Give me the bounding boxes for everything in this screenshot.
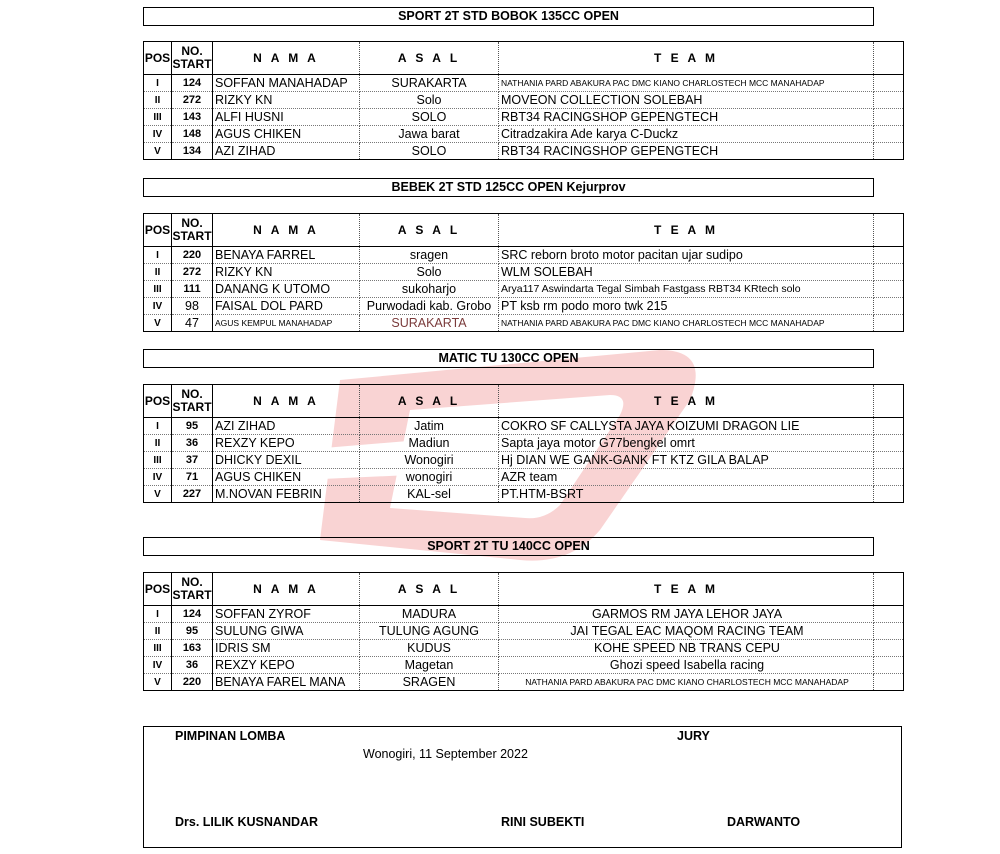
cell-start: 95: [172, 623, 213, 640]
cell-nama: SULUNG GIWA: [213, 623, 360, 640]
table-row: [144, 126, 904, 143]
cell-start: 98: [172, 298, 213, 315]
cell-nama: BENAYA FARREL: [213, 247, 360, 264]
cell-pos: IV: [144, 469, 172, 486]
table-row: [144, 640, 904, 657]
cell-team: NATHANIA PARD ABAKURA PAC DMC KIANO CHARLOSTECH MCC MANAHADAP: [499, 674, 874, 691]
cell-team: PT.HTM-BSRT: [499, 486, 874, 503]
cell-team: PT ksb rm podo moro twk 215: [499, 298, 874, 315]
signatory-jury-1: RINI SUBEKTI: [501, 815, 585, 829]
cell-pos: II: [144, 623, 172, 640]
cell-team: COKRO SF CALLYSTA JAYA KOIZUMI DRAGON LIE: [499, 418, 874, 435]
cell-nama: DANANG K UTOMO: [213, 281, 360, 298]
header-blank: [874, 573, 904, 606]
cell-start: 71: [172, 469, 213, 486]
cell-start: 36: [172, 435, 213, 452]
cell-blank: [874, 469, 904, 486]
cell-start: 134: [172, 143, 213, 160]
table-row: [144, 452, 904, 469]
cell-blank: [874, 126, 904, 143]
cell-pos: II: [144, 92, 172, 109]
cell-pos: I: [144, 418, 172, 435]
cell-pos: II: [144, 435, 172, 452]
jury-heading: JURY: [677, 729, 710, 743]
cell-team: Citradzakira Ade karya C-Duckz: [499, 126, 874, 143]
table-row: [144, 247, 904, 264]
cell-asal: Wonogiri: [360, 452, 499, 469]
table-row: [144, 469, 904, 486]
cell-team: AZR team: [499, 469, 874, 486]
cell-asal: SOLO: [360, 143, 499, 160]
cell-asal: Magetan: [360, 657, 499, 674]
cell-nama: AGUS CHIKEN: [213, 469, 360, 486]
cell-start: 163: [172, 640, 213, 657]
cell-nama: FAISAL DOL PARD: [213, 298, 360, 315]
cell-blank: [874, 418, 904, 435]
table-row: [144, 606, 904, 623]
cell-pos: V: [144, 143, 172, 160]
cell-blank: [874, 75, 904, 92]
cell-asal: SRAGEN: [360, 674, 499, 691]
header-start: NO. START: [172, 42, 213, 75]
cell-team: Arya117 Aswindarta Tegal Simbah Fastgass RBT34 KRtech solo: [499, 281, 874, 298]
cell-blank: [874, 452, 904, 469]
cell-team: RBT34 RACINGSHOP GEPENGTECH: [499, 109, 874, 126]
section-title: SPORT 2T TU 140CC OPEN: [143, 537, 874, 556]
table-row: [144, 418, 904, 435]
table-row: [144, 674, 904, 691]
cell-nama: AZI ZIHAD: [213, 418, 360, 435]
header-start: NO. START: [172, 385, 213, 418]
cell-start: 37: [172, 452, 213, 469]
cell-team: NATHANIA PARD ABAKURA PAC DMC KIANO CHARLOSTECH MCC MANAHADAP: [499, 75, 874, 92]
cell-team: Sapta jaya motor G77bengkel omrt: [499, 435, 874, 452]
table-row: [144, 315, 904, 332]
header-asal: A S A L: [360, 42, 499, 75]
header-asal: A S A L: [360, 573, 499, 606]
cell-start: 36: [172, 657, 213, 674]
cell-pos: IV: [144, 657, 172, 674]
cell-blank: [874, 143, 904, 160]
cell-asal: KUDUS: [360, 640, 499, 657]
results-table: [143, 572, 904, 691]
cell-pos: II: [144, 264, 172, 281]
table-row: [144, 435, 904, 452]
cell-pos: III: [144, 281, 172, 298]
cell-asal: Solo: [360, 92, 499, 109]
table-row: [144, 486, 904, 503]
table-row: [144, 281, 904, 298]
cell-nama: M.NOVAN FEBRIN: [213, 486, 360, 503]
table-row: [144, 657, 904, 674]
table-row: [144, 75, 904, 92]
header-pos: POS: [144, 573, 172, 606]
cell-asal: SURAKARTA: [360, 75, 499, 92]
cell-asal: SURAKARTA: [360, 315, 499, 332]
header-start: NO. START: [172, 214, 213, 247]
cell-blank: [874, 109, 904, 126]
cell-blank: [874, 486, 904, 503]
cell-nama: AGUS KEMPUL MANAHADAP: [213, 315, 360, 332]
cell-start: 272: [172, 264, 213, 281]
cell-blank: [874, 264, 904, 281]
cell-asal: Solo: [360, 264, 499, 281]
cell-start: 220: [172, 247, 213, 264]
cell-blank: [874, 606, 904, 623]
cell-asal: MADURA: [360, 606, 499, 623]
header-pos: POS: [144, 42, 172, 75]
cell-start: 124: [172, 75, 213, 92]
cell-nama: SOFFAN ZYROF: [213, 606, 360, 623]
cell-asal: SOLO: [360, 109, 499, 126]
cell-start: 220: [172, 674, 213, 691]
cell-blank: [874, 435, 904, 452]
table-row: [144, 109, 904, 126]
table-row: [144, 298, 904, 315]
cell-asal: sukoharjo: [360, 281, 499, 298]
cell-start: 143: [172, 109, 213, 126]
cell-pos: IV: [144, 126, 172, 143]
cell-pos: V: [144, 315, 172, 332]
signatory-race-director: Drs. LILIK KUSNANDAR: [175, 815, 319, 829]
cell-blank: [874, 281, 904, 298]
cell-asal: Jawa barat: [360, 126, 499, 143]
signature-box: [143, 726, 902, 848]
cell-start: 227: [172, 486, 213, 503]
cell-nama: DHICKY DEXIL: [213, 452, 360, 469]
header-team: T E A M: [499, 573, 874, 606]
table-row: [144, 264, 904, 281]
cell-blank: [874, 92, 904, 109]
cell-team: MOVEON COLLECTION SOLEBAH: [499, 92, 874, 109]
cell-team: Hj DIAN WE GANK-GANK FT KTZ GILA BALAP: [499, 452, 874, 469]
place-date: Wonogiri, 11 September 2022: [363, 747, 528, 761]
cell-team: NATHANIA PARD ABAKURA PAC DMC KIANO CHARLOSTECH MCC MANAHADAP: [499, 315, 874, 332]
header-nama: N A M A: [213, 385, 360, 418]
header-pos: POS: [144, 214, 172, 247]
results-table: [143, 213, 904, 332]
cell-asal: wonogiri: [360, 469, 499, 486]
cell-asal: sragen: [360, 247, 499, 264]
cell-blank: [874, 657, 904, 674]
header-nama: N A M A: [213, 573, 360, 606]
cell-team: SRC reborn broto motor pacitan ujar sudipo: [499, 247, 874, 264]
cell-nama: AZI ZIHAD: [213, 143, 360, 160]
header-team: T E A M: [499, 385, 874, 418]
section-title: MATIC TU 130CC OPEN: [143, 349, 874, 368]
header-pos: POS: [144, 385, 172, 418]
cell-nama: IDRIS SM: [213, 640, 360, 657]
cell-pos: V: [144, 674, 172, 691]
cell-nama: SOFFAN MANAHADAP: [213, 75, 360, 92]
cell-start: 47: [172, 315, 213, 332]
cell-nama: REXZY KEPO: [213, 657, 360, 674]
cell-blank: [874, 298, 904, 315]
cell-asal: KAL-sel: [360, 486, 499, 503]
cell-pos: V: [144, 486, 172, 503]
cell-nama: BENAYA FAREL MANA: [213, 674, 360, 691]
cell-blank: [874, 623, 904, 640]
header-blank: [874, 385, 904, 418]
cell-asal: Jatim: [360, 418, 499, 435]
cell-asal: TULUNG AGUNG: [360, 623, 499, 640]
cell-team: GARMOS RM JAYA LEHOR JAYA: [499, 606, 874, 623]
header-team: T E A M: [499, 214, 874, 247]
cell-pos: III: [144, 109, 172, 126]
race-director-heading: PIMPINAN LOMBA: [175, 729, 286, 743]
header-nama: N A M A: [213, 42, 360, 75]
header-nama: N A M A: [213, 214, 360, 247]
cell-team: RBT34 RACINGSHOP GEPENGTECH: [499, 143, 874, 160]
section-title: SPORT 2T STD BOBOK 135CC OPEN: [143, 7, 874, 26]
cell-pos: IV: [144, 298, 172, 315]
cell-pos: I: [144, 247, 172, 264]
cell-nama: RIZKY KN: [213, 92, 360, 109]
cell-team: KOHE SPEED NB TRANS CEPU: [499, 640, 874, 657]
table-row: [144, 143, 904, 160]
table-row: [144, 623, 904, 640]
cell-pos: I: [144, 606, 172, 623]
header-asal: A S A L: [360, 214, 499, 247]
results-table: [143, 384, 904, 503]
table-row: [144, 92, 904, 109]
cell-pos: III: [144, 452, 172, 469]
cell-pos: III: [144, 640, 172, 657]
cell-blank: [874, 640, 904, 657]
header-start: NO. START: [172, 573, 213, 606]
header-blank: [874, 42, 904, 75]
cell-start: 124: [172, 606, 213, 623]
header-team: T E A M: [499, 42, 874, 75]
cell-blank: [874, 315, 904, 332]
results-table: [143, 41, 904, 160]
cell-start: 95: [172, 418, 213, 435]
cell-asal: Purwodadi kab. Grobo: [360, 298, 499, 315]
cell-nama: AGUS CHIKEN: [213, 126, 360, 143]
signatory-jury-2: DARWANTO: [727, 815, 801, 829]
cell-blank: [874, 247, 904, 264]
cell-team: Ghozi speed Isabella racing: [499, 657, 874, 674]
cell-nama: REXZY KEPO: [213, 435, 360, 452]
cell-pos: I: [144, 75, 172, 92]
cell-nama: RIZKY KN: [213, 264, 360, 281]
cell-team: JAI TEGAL EAC MAQOM RACING TEAM: [499, 623, 874, 640]
cell-start: 148: [172, 126, 213, 143]
cell-team: WLM SOLEBAH: [499, 264, 874, 281]
cell-start: 111: [172, 281, 213, 298]
section-title: BEBEK 2T STD 125CC OPEN Kejurprov: [143, 178, 874, 197]
header-asal: A S A L: [360, 385, 499, 418]
cell-blank: [874, 674, 904, 691]
cell-nama: ALFI HUSNI: [213, 109, 360, 126]
header-blank: [874, 214, 904, 247]
cell-asal: Madiun: [360, 435, 499, 452]
cell-start: 272: [172, 92, 213, 109]
